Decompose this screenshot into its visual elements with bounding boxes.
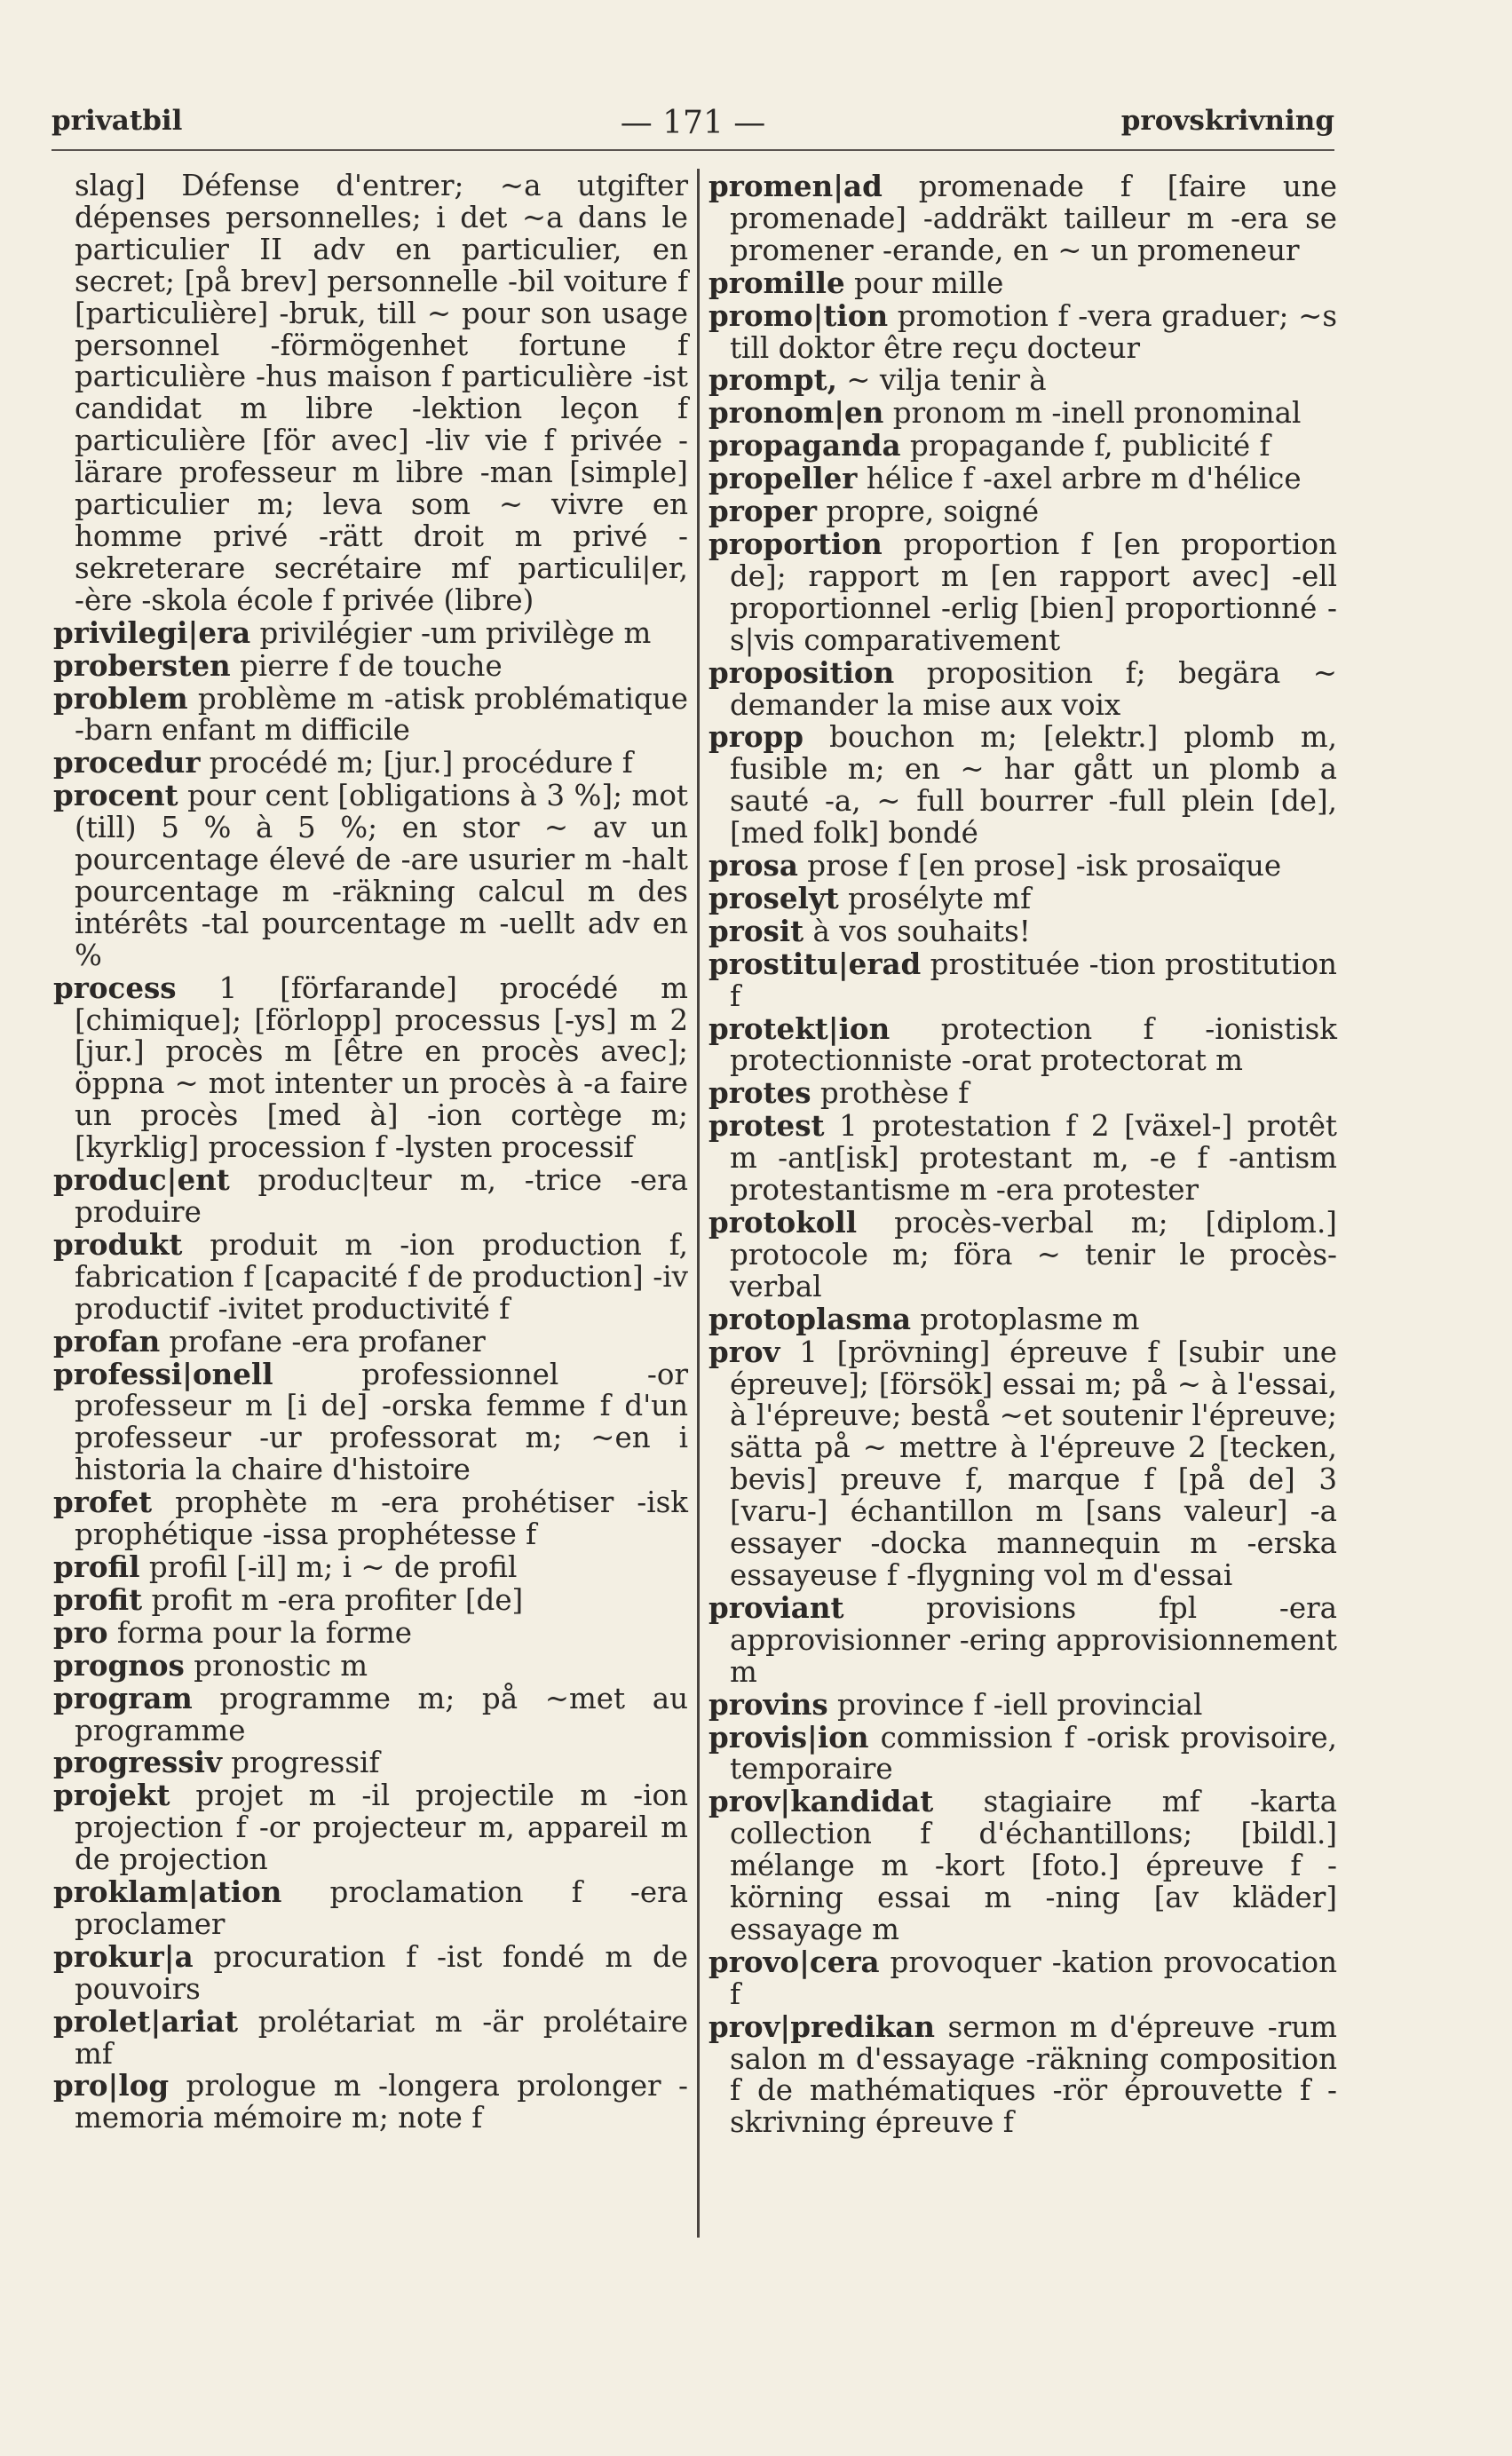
dictionary-entry: protes prothèse f: [709, 1075, 970, 1111]
dictionary-entry: proselyt prosélyte mf: [709, 880, 1032, 915]
dictionary-entry: prokur|a procuration f -ist fondé m de pouvoirs: [53, 1938, 688, 2006]
dictionary-entry: proklam|ation proclamation f -era proclamer: [53, 1874, 688, 1941]
dictionary-entry: prov 1 [prövning] épreuve f [subir une épreuve]; [försök] essai m; på ~ à l'essai, à l'épreuve; bestå ~et soutenir l'épreuve; sätta på ~ mettre à l'épreuve 2 [tecken, bevis] preuve f, marque f [på de] 3 [varu-] échantillon m [sans valeur] -a essayer -docka mannequin m -erska essayeuse f -flygning vol m d'essai: [709, 1334, 1337, 1592]
dictionary-entry: program programme m; på ~met au programme: [53, 1680, 688, 1747]
dictionary-entry: pro forma pour la forme: [53, 1614, 412, 1650]
dictionary-entry: process 1 [förfarande] procédé m [chimique]; [förlopp] processus [-ys] m 2 [jur.] procès m [être en procès avec]; öppna ~ mot intenter un procès à -a faire un procès [med à] -ion cortège m; [kyrklig] procession f -lysten processif: [53, 970, 688, 1165]
dictionary-entry: profan profane -era profaner: [53, 1323, 486, 1359]
dictionary-entry: profil profil [-il] m; i ~ de profil: [53, 1549, 518, 1584]
dictionary-entry: promen|ad promenade f [faire une promenade] -addräkt tailleur m -era se promener -erande, en ~ un promeneur: [709, 169, 1337, 267]
dictionary-entry: proposition proposition f; begära ~ demander la mise aux voix: [709, 654, 1337, 722]
dictionary-entry: protest 1 protestation f 2 [växel-] protêt m -ant[isk] protestant m, -e f -antism protestantisme m -era protester: [709, 1108, 1337, 1208]
dictionary-entry: proviant provisions fpl -era approvisionner -ering approvisionnement m: [709, 1589, 1337, 1689]
dictionary-entry: propeller hélice f -axel arbre m d'hélice: [709, 461, 1302, 496]
right-column: [709, 170, 1337, 2139]
dictionary-entry: problem problème m -atisk problématique -barn enfant m difficile: [53, 680, 688, 748]
column-divider: [697, 169, 700, 2238]
dictionary-entry: slag] Défense d'entrer; ~a utgifter dépenses personnelles; i det ~a dans le particulier II adv en particulier, en secret; [på brev] personnelle -bil voiture f [particulière] -bruk, till ~ pour son usage personnel -förmögenhet fortune f particulière -hus maison f particulière -ist candidat m libre -lektion leçon f particulière [för avec] -liv vie f privée -lärare professeur m libre -man [simple] particulier m; leva som ~ vivre en homme privé -rätt droit m privé -sekreterare secrétaire mf particuli|er, -ère -skola école f privée (libre): [75, 169, 688, 617]
dictionary-entry: prov|predikan sermon m d'épreuve -rum salon m d'essayage -räkning composition f de mathématiques -rör éprouvette f -skrivning épreuve f: [709, 2008, 1337, 2140]
dictionary-entry: protekt|ion protection f -ionistisk protectionniste -orat protectorat m: [709, 1010, 1337, 1078]
page-number: — 171 —: [620, 105, 766, 141]
dictionary-entry: prostitu|erad prostituée -tion prostitution f: [709, 946, 1337, 1013]
dictionary-entry: promille pour mille: [709, 265, 1004, 300]
dictionary-entry: proper propre, soigné: [709, 494, 1040, 529]
dictionary-entry: progressiv progressif: [53, 1745, 380, 1780]
dictionary-entry: protoplasma protoplasme m: [709, 1301, 1140, 1336]
dictionary-entry: privilegi|era privilégier -um privilège m: [53, 614, 652, 650]
dictionary-entry: produkt produit m -ion production f, fabrication f [capacité f de production] -iv productif -ivitet productivité f: [53, 1226, 688, 1326]
dictionary-entry: prolet|ariat prolétariat m -är prolétaire mf: [53, 2003, 688, 2071]
header-guide-word-right: provskrivning: [1120, 105, 1334, 137]
dictionary-entry: prompt, ~ vilja tenir à: [709, 362, 1047, 398]
dictionary-entry: prognos pronostic m: [53, 1647, 368, 1683]
header-guide-word-left: privatbil: [51, 105, 183, 137]
dictionary-entry: projekt projet m -il projectile m -ion projection f -or projecteur m, appareil m de projection: [53, 1778, 688, 1877]
dictionary-entry: pronom|en pronom m -inell pronominal: [709, 395, 1302, 431]
dictionary-entry: prosa prose f [en prose] -isk prosaïque: [709, 848, 1282, 883]
dictionary-entry: profit profit m -era profiter [de]: [53, 1581, 524, 1617]
dictionary-entry: pro|log prologue m -longera prolonger -memoria mémoire m; note f: [53, 2068, 688, 2135]
dictionary-entry: protokoll procès-verbal m; [diplom.] protocole m; föra ~ tenir le procès-verbal: [709, 1205, 1337, 1303]
dictionary-entry: provis|ion commission f -orisk provisoire, temporaire: [709, 1719, 1337, 1787]
header-rule: [51, 149, 1334, 151]
dictionary-entry: produc|ent produc|teur m, -trice -era produire: [53, 1162, 688, 1229]
dictionary-entry: provo|cera provoquer -kation provocation f: [709, 1944, 1337, 2011]
dictionary-entry: probersten pierre f de touche: [53, 647, 503, 683]
dictionary-entry: propp bouchon m; [elektr.] plomb m, fusible m; en ~ har gått un plomb a sauté -a, ~ full bourrer -full plein [de], [med folk] bondé: [709, 719, 1337, 851]
dictionary-entry: procedur procédé m; [jur.] procédure f: [53, 745, 633, 780]
dictionary-entry: profet prophète m -era prohétiser -isk prophétique -issa prophétesse f: [53, 1485, 688, 1552]
dictionary-entry: professi|onell professionnel -or professeur m [i de] -orska femme f d'un professeur -ur professorat m; ~en i historia la chaire d'histoire: [53, 1356, 688, 1487]
page-header: [51, 105, 1334, 140]
dictionary-entry: prosit à vos souhaits!: [709, 913, 1031, 948]
left-column: [53, 170, 688, 2135]
dictionary-entry: provins province f -iell provincial: [709, 1686, 1203, 1722]
dictionary-entry: prov|kandidat stagiaire mf -karta collection f d'échantillons; [bildl.] mélange m -kort [foto.] épreuve f -körning essai m -ning [av kläder] essayage m: [709, 1784, 1337, 1946]
dictionary-entry: promo|tion promotion f -vera graduer; ~s till doktor être reçu docteur: [709, 297, 1337, 365]
dictionary-entry: proportion proportion f [en proportion de]; rapport m [en rapport avec] -ell proportionnel -erlig [bien] proportionné -s|vis comparativement: [709, 526, 1337, 657]
dictionary-entry: propaganda propagande f, publicité f: [709, 428, 1271, 463]
dictionary-entry: procent pour cent [obligations à 3 %]; mot (till) 5 % à 5 %; en stor ~ av un pourcentage élevé de -are usurier m -halt pourcentage m -räkning calcul m des intérêts -tal pourcentage m -uellt adv en %: [53, 778, 688, 972]
